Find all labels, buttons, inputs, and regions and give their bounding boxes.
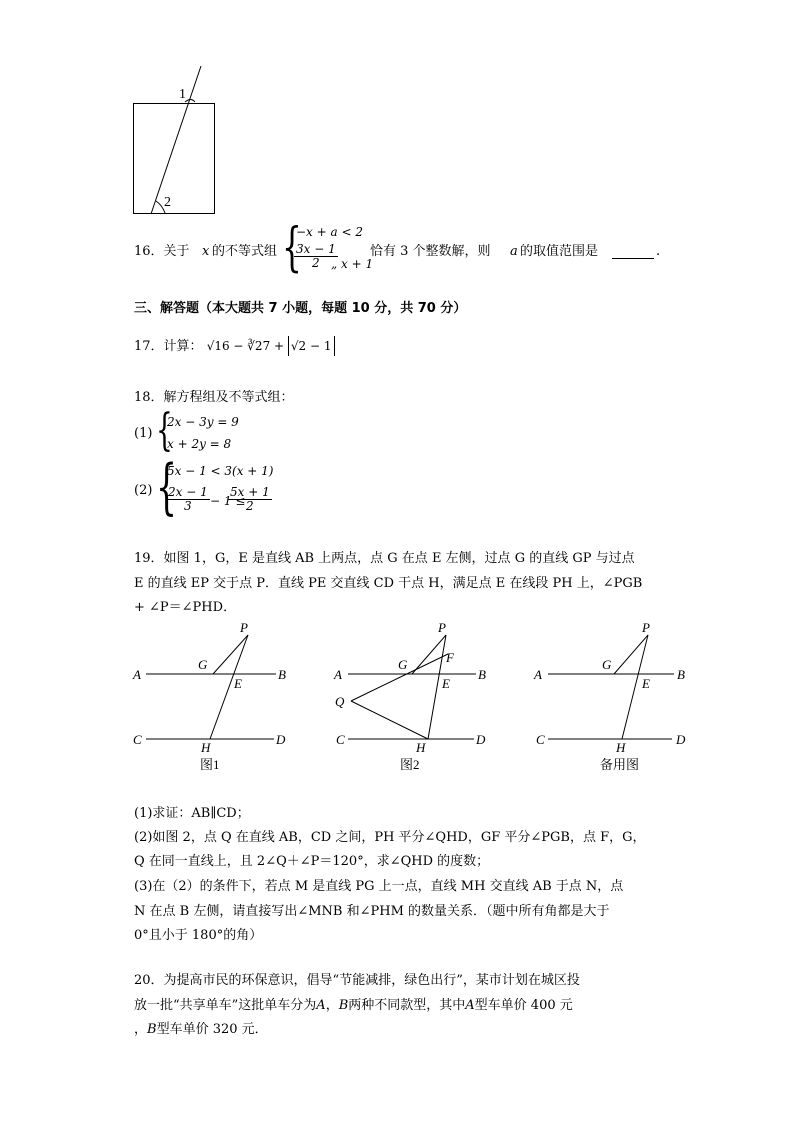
- q16-brace: {: [282, 218, 302, 278]
- q19-figure-1: [128, 618, 298, 778]
- q20-line2-d: 型车单价 400 元: [474, 998, 573, 1013]
- label-b: B: [278, 667, 286, 682]
- q16-number: 16．关于: [134, 244, 190, 259]
- q18-p1-line2: x + 2y = 8: [167, 437, 232, 451]
- q16-text: 的不等式组: [212, 244, 278, 259]
- caption-fig3: 备用图: [600, 757, 640, 772]
- q18-p2-label: (2): [134, 483, 153, 498]
- q19-line2: E 的直线 EP 交于点 P．直线 PE 交直线 CD 干点 H，满足点 E 在线段 PH 上，∠PGB: [134, 576, 643, 591]
- q19-figure-2: [328, 618, 498, 778]
- q20-line2-c: 两种不同款型，其中: [348, 998, 466, 1013]
- q20-line1: 20．为提高市民的环保意识，倡导“节能减排，绿色出行”，某市计划在城区投: [134, 973, 580, 988]
- q16-var-x: x: [202, 244, 210, 259]
- label-c: C: [336, 732, 345, 747]
- q18-p2-frac1-num: 2x − 1: [168, 485, 208, 499]
- q18-p1-label: (1): [134, 426, 153, 441]
- label-q: Q: [335, 694, 345, 709]
- label-g: G: [198, 657, 208, 672]
- q19-sub1: (1)求证：AB∥CD；: [134, 806, 250, 821]
- q18-p2-frac1: [166, 486, 210, 513]
- line-gp: [213, 635, 248, 674]
- q16-frac-num: 3x − 1: [296, 242, 336, 256]
- q20-var-b2: B: [147, 1022, 157, 1037]
- q17-expr-b: √2 − 1: [290, 339, 332, 353]
- caption-fig2: 图2: [400, 757, 420, 772]
- q16-var-a: a: [510, 244, 518, 259]
- q17-expr-a: √16 − ∛27 +: [206, 339, 288, 353]
- label-h: H: [616, 740, 626, 755]
- rect-angle-figure: [125, 60, 225, 220]
- q17-abs-value: [288, 336, 335, 356]
- label-a: A: [334, 667, 342, 682]
- label-p: P: [438, 620, 446, 635]
- label-a: A: [133, 667, 141, 682]
- q18-p2-brace: {: [156, 452, 178, 522]
- line-qh: [351, 701, 428, 739]
- line-gp: [412, 635, 446, 674]
- q19-sub3-line1: (3)在（2）的条件下，若点 M 是直线 PG 上一点，直线 MH 交直线 AB 于点 N，点: [134, 879, 624, 894]
- q17-label: 17．计算：: [134, 339, 203, 354]
- q19-line1: 19．如图 1，G，E 是直线 AB 上两点，点 G 在点 E 左侧，过点 G 的直线 GP 与过点: [134, 551, 635, 566]
- q19-sub2-line2: Q 在同一直线上，且 2∠Q＋∠P＝120°，求∠QHD 的度数；: [134, 854, 490, 869]
- q16-frac-den: 2: [312, 256, 320, 270]
- label-e: E: [442, 676, 450, 691]
- q20-line2-a: 放一批“共享单车”这批单车分为: [134, 998, 317, 1013]
- q19-sub2-line1: (2)如图 2，点 Q 在直线 AB，CD 之间，PH 平分∠QHD，GF 平分∠PGB，点 F，G，: [134, 830, 646, 845]
- q16-text-end: 的取值范围是: [520, 244, 599, 259]
- label-d: D: [476, 732, 486, 747]
- q19-figure-backup: [526, 618, 696, 778]
- label-h: H: [416, 740, 426, 755]
- label-c: C: [536, 732, 545, 747]
- label-b: B: [677, 667, 685, 682]
- label-b: B: [478, 667, 486, 682]
- q17: [134, 336, 335, 356]
- label-d: D: [676, 732, 686, 747]
- q16-text-after: 恰有 3 个整数解，则: [370, 244, 491, 259]
- line-ph: [210, 635, 248, 739]
- q19-line3: + ∠P＝∠PHD．: [134, 600, 237, 615]
- q20-var-a2: A: [465, 998, 475, 1013]
- label-p: P: [642, 620, 650, 635]
- q20-line3-a: ，: [134, 1022, 148, 1037]
- section3-heading: 三、解答题（本大题共 7 小题，每题 10 分，共 70 分）: [134, 301, 467, 316]
- q18-p2-line1: 5x − 1 < 3(x + 1): [167, 464, 274, 478]
- q16-line1: −x + a < 2: [296, 225, 363, 239]
- q16-period: .: [656, 244, 661, 259]
- label-a: A: [534, 667, 542, 682]
- q19-sub3-line2: N 在点 B 左侧，请直接写出∠MNB 和∠PHM 的数量关系．（题中所有角都是大于: [134, 904, 610, 919]
- q20-line3-b: 型车单价 320 元．: [156, 1022, 268, 1037]
- q20-var-a: A: [316, 998, 326, 1013]
- q18-p1-line1: 2x − 3y = 9: [167, 415, 239, 429]
- q16-line2-rest: „ x + 1: [331, 257, 374, 271]
- q18-p1-brace: {: [156, 405, 173, 456]
- q16-answer-blank[interactable]: [612, 244, 654, 259]
- transversal-line: [151, 66, 201, 214]
- label-e: E: [234, 676, 242, 691]
- label-1: 1: [179, 87, 186, 102]
- q20-var-b: B: [338, 998, 349, 1013]
- q18-p2-frac2: [228, 486, 272, 513]
- q18-part1: [134, 405, 274, 456]
- rectangle: [134, 104, 215, 214]
- q20-line2: [134, 997, 573, 1015]
- q19-sub3-line3: 0°且小于 180°的角）: [134, 928, 263, 943]
- caption-fig1: 图1: [200, 757, 220, 772]
- q20-line3: [134, 1021, 268, 1039]
- label-g: G: [398, 657, 408, 672]
- label-g: G: [602, 657, 612, 672]
- q18-p2-mid: − 1 ≤: [210, 494, 246, 508]
- label-f: F: [446, 650, 454, 665]
- q18-label: 18．解方程组及不等式组：: [134, 390, 294, 405]
- q18-part2: [134, 452, 314, 522]
- angle-1-arc: [185, 100, 195, 103]
- q20-line2-b: ，: [325, 998, 339, 1013]
- label-2: 2: [164, 195, 171, 210]
- q18-p2-frac2-den: 2: [246, 499, 254, 513]
- q18-p2-frac1-den: 3: [184, 499, 192, 513]
- q18-p2-frac2-num: 5x + 1: [230, 485, 270, 499]
- label-p: P: [240, 620, 248, 635]
- label-d: D: [276, 732, 286, 747]
- label-e: E: [642, 676, 650, 691]
- label-c: C: [133, 732, 142, 747]
- label-h: H: [201, 740, 211, 755]
